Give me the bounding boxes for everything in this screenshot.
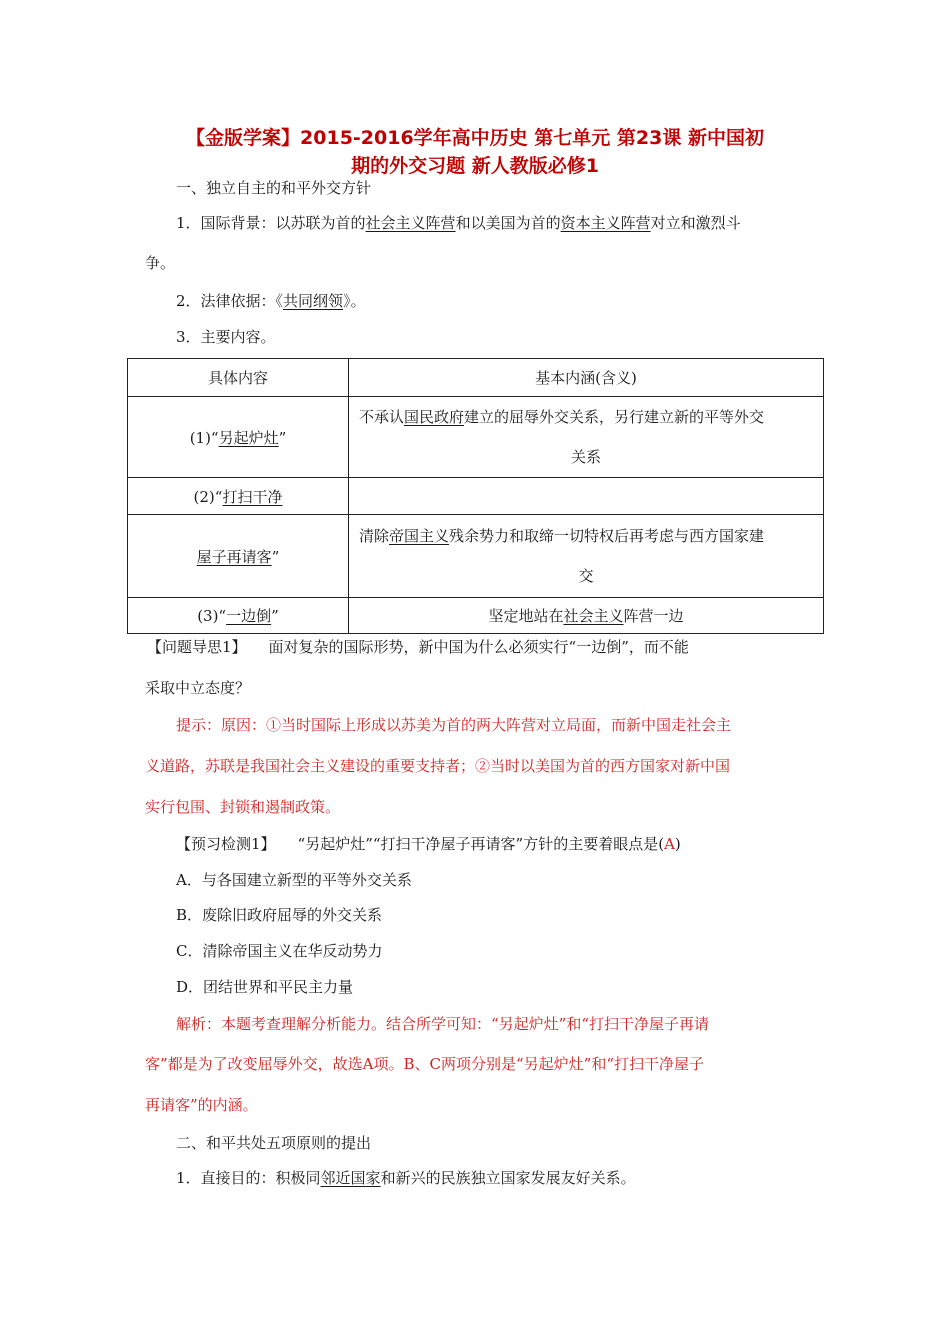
table-row: [128, 515, 824, 598]
hint-line2: 义道路，苏联是我国社会主义建设的重要支持者；②当时以美国为首的西方国家对新中国: [145, 757, 731, 775]
content-table: [127, 358, 824, 634]
document-title-line2: 期的外交习题 新人教版必修1: [351, 155, 599, 177]
question-line: 【问题导思1】 面对复杂的国际形势，新中国为什么必须实行“一边倒”，而不能: [147, 638, 689, 656]
check-line: 【预习检测1】 “另起炉灶”“打扫干净屋子再请客”方针的主要着眼点是(A): [176, 835, 681, 853]
socialist-camp-term: 社会主义阵营: [365, 214, 456, 232]
answer-letter: A: [664, 835, 675, 853]
table-cell: (3)“一边倒”: [128, 598, 349, 634]
hint-line1: 提示：原因：①当时国际上形成以苏美为首的两大阵营对立局面，而新中国走社会主: [176, 716, 732, 734]
hint-line3: 实行包围、封锁和遏制政策。: [145, 798, 341, 816]
explanation-line2: 客”都是为了改变屈辱外交，故选A项。B、C两项分别是“另起炉灶”和“打扫干净屋子: [145, 1055, 705, 1073]
explanation-line1: 解析：本题考查理解分析能力。结合所学可知：“另起炉灶”和“打扫干净屋子再请: [176, 1015, 710, 1033]
question-line-cont: 采取中立态度？: [145, 679, 251, 697]
option-d: D．团结世界和平民主力量: [176, 978, 354, 996]
common-program-term: 共同纲领: [283, 292, 344, 310]
main-content-line: 3．主要内容。: [176, 328, 276, 346]
section2-item1: 1．直接目的：积极同邻近国家和新兴的民族独立国家发展友好关系。: [176, 1169, 636, 1187]
table-cell: 屋子再请客”: [128, 515, 349, 598]
table-cell: 坚定地站在社会主义阵营一边: [349, 598, 824, 634]
table-row: [128, 598, 824, 634]
option-a: A．与各国建立新型的平等外交关系: [176, 871, 412, 889]
option-b: B．废除旧政府屈辱的外交关系: [176, 906, 383, 924]
option-c: C．清除帝国主义在华反动势力: [176, 942, 383, 960]
question-label: 【问题导思1】: [147, 638, 247, 656]
table-header-cell: 基本内涵(含义): [349, 359, 824, 397]
table-cell: (1)“另起炉灶”: [128, 397, 349, 478]
table-cell: 不承认国民政府建立的屈辱外交关系，另行建立新的平等外交 关系: [349, 397, 824, 478]
table-cell: (2)“打扫干净: [128, 478, 349, 515]
neighboring-countries-term: 邻近国家: [320, 1169, 381, 1187]
table-header-cell: 具体内容: [128, 359, 349, 397]
table-row: [128, 478, 824, 515]
table-row: [128, 397, 824, 478]
background-line-cont: 争。: [145, 254, 176, 272]
section1-heading: 一、独立自主的和平外交方针: [176, 179, 372, 197]
table-cell: [349, 478, 824, 515]
table-cell: 清除帝国主义残余势力和取缔一切特权后再考虑与西方国家建 交: [349, 515, 824, 598]
law-line: 2．法律依据：《共同纲领》。: [176, 292, 366, 310]
background-line: 1．国际背景：以苏联为首的社会主义阵营和以美国为首的资本主义阵营对立和激烈斗: [176, 214, 741, 232]
explanation-line3: 再请客”的内涵。: [145, 1096, 258, 1114]
table-header-row: [128, 359, 824, 397]
check-label: 【预习检测1】: [176, 835, 276, 853]
document-title-line1: 【金版学案】2015-2016学年高中历史 第七单元 第23课 新中国初: [186, 127, 764, 149]
section2-heading: 二、和平共处五项原则的提出: [176, 1134, 372, 1152]
capitalist-camp-term: 资本主义阵营: [560, 214, 651, 232]
